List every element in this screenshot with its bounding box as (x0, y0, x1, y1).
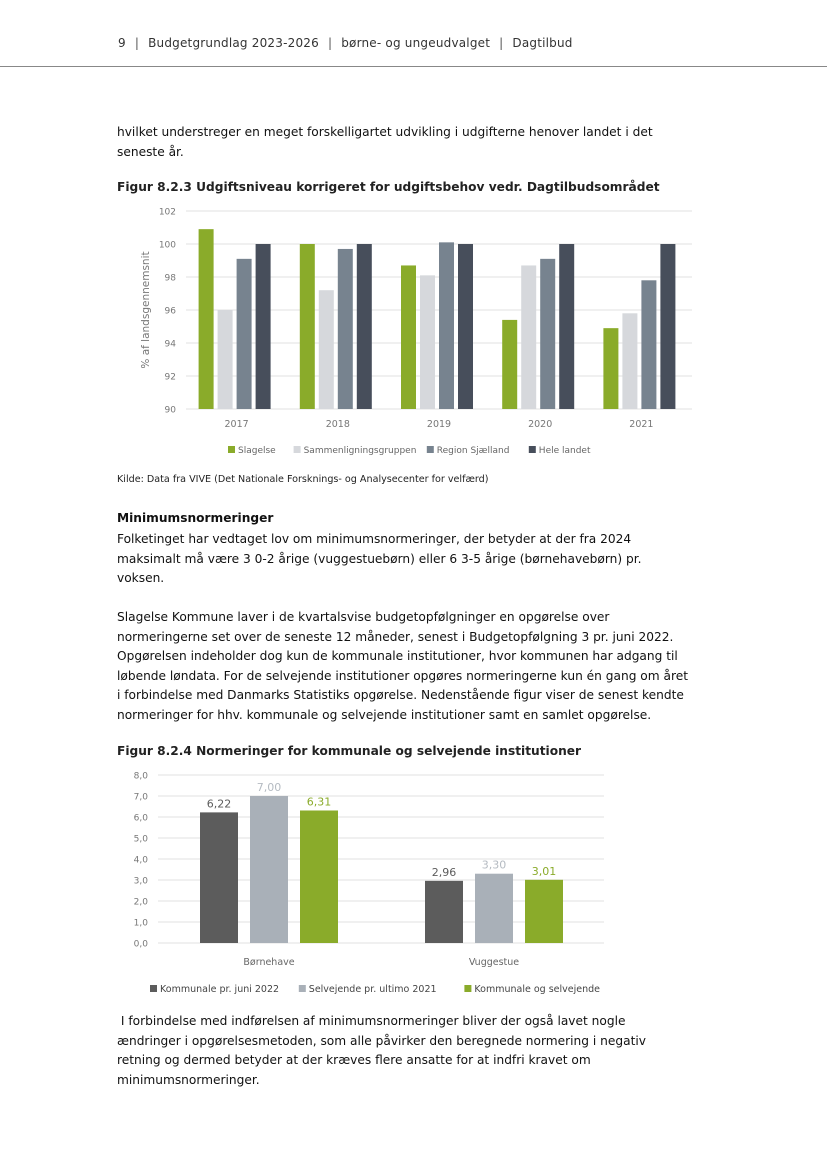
legend-swatch (464, 985, 471, 992)
y-tick-label: 1,0 (133, 918, 148, 929)
page-header: 9 | Budgetgrundlag 2023-2026 | børne- og ungeudvalget | Dagtilbud (118, 36, 573, 50)
data-label: 7,00 (256, 781, 282, 794)
data-label: 2,96 (431, 865, 457, 879)
y-tick-label: 98 (164, 273, 176, 284)
legend-label: Kommunale og selvejende (474, 984, 600, 995)
bar-kommunale-og-selvejende (525, 880, 563, 943)
x-tick-label: Børnehave (243, 957, 295, 968)
x-tick-label: 2021 (629, 419, 654, 430)
legend-label: Sammenligningsgruppen (303, 446, 417, 456)
section-name: Dagtilbud (512, 36, 573, 50)
y-tick-label: 0,0 (133, 939, 148, 950)
text-line: normeringer for hhv. kommunale og selvejende institutioner samt en samlet opgørelse. (117, 707, 652, 722)
y-tick-label: 8,0 (133, 771, 148, 782)
bar-selvejende-pr-ultimo-2021 (250, 796, 288, 943)
figure-2-title: Figur 8.2.4 Normeringer for kommunale og selvejende institutioner (117, 744, 582, 758)
y-tick-label: 7,0 (133, 792, 148, 803)
text-line: minimumsnormeringer. (117, 1072, 260, 1087)
bar-kommunale-pr-juni-2022 (425, 881, 463, 943)
text-line: ændringer i opgørelsesmetoden, som alle påvirker den beregnede normering i negativ (117, 1033, 646, 1048)
text-line: Slagelse Kommune laver i de kvartalsvise budgetopfølgninger en opgørelse over (117, 610, 610, 624)
data-label: 6,22 (206, 797, 232, 811)
section-heading: Minimumsnormeringer (117, 511, 274, 525)
y-tick-label: 2,0 (133, 897, 148, 908)
document-title: Budgetgrundlag 2023-2026 (148, 36, 319, 50)
legend-label: Region Sjælland (436, 446, 510, 456)
y-tick-label: 90 (164, 405, 176, 416)
y-tick-label: 96 (164, 306, 176, 317)
page-number: 9 (118, 36, 126, 50)
legend-label: Kommunale pr. juni 2022 (160, 984, 280, 995)
text-line: seneste år. (117, 144, 184, 159)
text-line: i forbindelse med Danmarks Statistiks opgørelse. Nedenstående figur viser de senest kendte (117, 688, 684, 703)
text-line: I forbindelse med indførelsen af minimumsnormeringer bliver der også lavet nogle (117, 1014, 626, 1028)
text-line: hvilket understreger en meget forskelligartet udvikling i udgifterne henover landet i det (117, 125, 653, 139)
legend-label: Hele landet (538, 446, 591, 456)
x-tick-label: 2019 (426, 419, 452, 430)
y-tick-label: 4,0 (133, 855, 148, 866)
text-line: løbende løndata. For de selvejende institutioner opgøres normeringerne kun én gang om året (117, 668, 688, 683)
legend-swatch (150, 985, 157, 992)
x-tick-label: 2017 (224, 419, 249, 430)
y-tick-label: 3,0 (133, 876, 148, 887)
committee-name: børne- og ungeudvalget (341, 36, 491, 50)
source-note: Kilde: Data fra VIVE (Det Nationale Forsknings- og Analysecenter for velfærd) (117, 474, 489, 485)
legend-label: Slagelse (238, 446, 276, 456)
bar-kommunale-pr-juni-2022 (200, 812, 238, 943)
legend-label: Selvejende pr. ultimo 2021 (308, 984, 437, 995)
figure-1-title: Figur 8.2.3 Udgiftsniveau korrigeret for udgiftsbehov vedr. Dagtilbudsområdet (117, 180, 660, 194)
y-tick-label: 5,0 (133, 834, 148, 845)
y-tick-label: 94 (164, 339, 176, 350)
text-line: Folketinget har vedtaget lov om minimumsnormeringer, der betyder at der fra 2024 (117, 532, 632, 546)
y-tick-label: 6,0 (133, 813, 148, 824)
text-line: maksimalt må være 3 0-2 årige (vuggestuebørn) eller 6 3-5 årige (børnehavebørn) pr. (117, 551, 642, 566)
legend-swatch (299, 985, 306, 992)
text-line: Opgørelsen indeholder dog kun de kommunale institutioner, hvor kommunen har adgang til (117, 649, 678, 664)
y-axis-label: % af landsgennemsnit (140, 251, 152, 369)
text-line: voksen. (117, 571, 165, 586)
data-label: 3,01 (531, 864, 557, 878)
bar-kommunale-og-selvejende (300, 810, 338, 943)
y-tick-label: 100 (158, 240, 176, 251)
text-line: retning og dermed betyder at der kræves flere ansatte for at indfri kravet om (117, 1053, 591, 1068)
data-label: 6,31 (306, 795, 332, 809)
y-tick-label: 92 (164, 372, 176, 383)
bar-selvejende-pr-ultimo-2021 (475, 874, 513, 943)
x-tick-label: 2020 (528, 419, 553, 430)
x-tick-label: 2018 (325, 419, 350, 430)
closing-paragraph (117, 1012, 707, 1090)
x-tick-label: Vuggestue (468, 957, 520, 968)
data-label: 3,30 (481, 858, 507, 872)
y-tick-label: 102 (158, 207, 176, 218)
text-line: normeringerne set over de seneste 12 måneder, senest i Budgetopfølgning 3 pr. juni 2022. (117, 629, 674, 644)
